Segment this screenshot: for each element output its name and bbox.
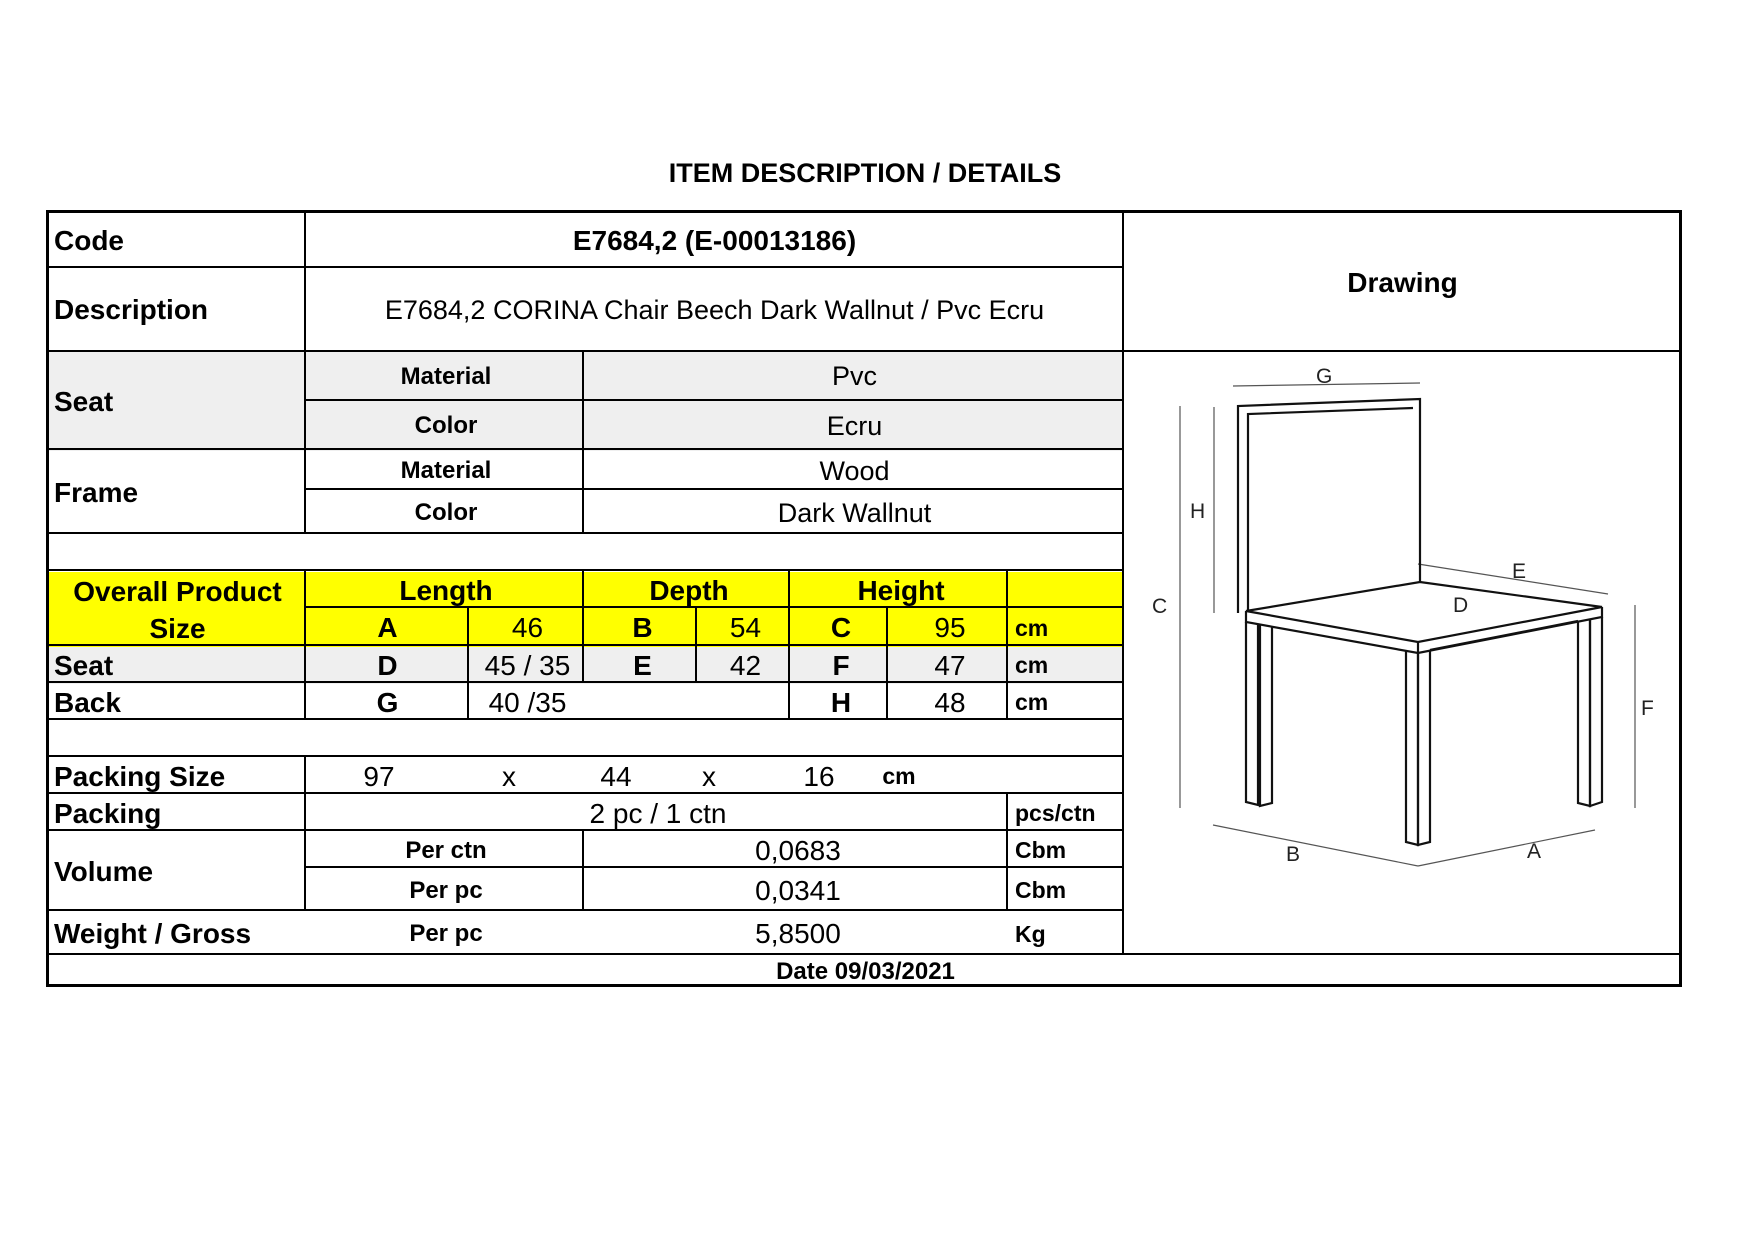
size-a-letter: A xyxy=(306,609,469,647)
frame-label: Frame xyxy=(54,477,139,508)
back-dims-label: Back xyxy=(54,686,121,718)
size-header-blank xyxy=(1010,572,1123,609)
seat-color-value: Ecru xyxy=(586,401,1123,451)
packing-size-x2: x xyxy=(702,760,716,792)
back-h-value: 48 xyxy=(934,686,966,718)
code-value: E7684,2 (E-00013186) xyxy=(572,224,857,256)
description-value: E7684,2 CORINA Chair Beech Dark Wallnut / Pvc Ecru xyxy=(384,294,1045,325)
volume-per-ctn-label: Per ctn xyxy=(405,836,487,864)
packing-size-unit: cm xyxy=(882,763,916,789)
frame-color-label: Color xyxy=(414,499,478,526)
frame-color-value: Dark Wallnut xyxy=(777,497,932,528)
seat-dims-unit: cm xyxy=(1010,647,1123,684)
volume-per-ctn-value: 0,0683 xyxy=(755,834,841,866)
size-c-letter: C xyxy=(792,609,890,647)
seat-d-letter: D xyxy=(306,647,469,684)
size-unit: cm xyxy=(1010,609,1123,647)
letter-g: G xyxy=(1316,365,1333,388)
seat-material-value: Pvc xyxy=(586,352,1123,401)
seat-material-label: Material xyxy=(306,352,586,401)
volume-per-pc-value: 0,0341 xyxy=(755,874,841,906)
seat-color-label: Color xyxy=(306,401,586,451)
overall-size-label xyxy=(49,572,306,647)
packing-size-width: 44 xyxy=(600,760,632,792)
packing-size-length: 97 xyxy=(363,760,395,792)
size-b-letter: B xyxy=(586,609,699,647)
weight-per-pc-label: Per pc xyxy=(409,920,483,947)
drawing-label: Drawing xyxy=(1347,266,1458,298)
packing-size-label: Packing Size xyxy=(54,760,226,792)
back-dims-unit: cm xyxy=(1015,689,1049,715)
document-title: ITEM DESCRIPTION / DETAILS xyxy=(668,158,1062,188)
size-a-value: 46 xyxy=(469,609,586,647)
seat-dims-label: Seat xyxy=(49,647,306,684)
volume-per-pc-label: Per pc xyxy=(409,876,483,904)
packing-label: Packing xyxy=(54,797,162,829)
seat-e-letter: E xyxy=(586,647,699,684)
packing-unit: pcs/ctn xyxy=(1015,800,1096,826)
volume-label: Volume xyxy=(54,856,154,887)
back-h-letter: H xyxy=(830,686,852,718)
size-c-value: 95 xyxy=(890,609,1010,647)
weight-per-pc-value: 5,8500 xyxy=(755,918,841,949)
depth-header: Depth xyxy=(586,572,792,609)
code-label: Code xyxy=(54,224,124,256)
volume-per-pc-unit: Cbm xyxy=(1015,877,1067,903)
packing-size-height: 16 xyxy=(803,760,835,792)
seat-f-value: 47 xyxy=(890,647,1010,684)
letter-a: A xyxy=(1527,840,1542,863)
overall-size-label-line2: Size xyxy=(149,612,206,644)
volume-per-ctn-unit: Cbm xyxy=(1015,837,1067,863)
seat-f-letter: F xyxy=(792,647,890,684)
description-label: Description xyxy=(54,294,209,325)
size-b-value: 54 xyxy=(699,609,792,647)
letter-c: C xyxy=(1152,595,1168,618)
seat-label: Seat xyxy=(49,352,306,451)
seat-d-value: 45 / 35 xyxy=(469,647,586,684)
overall-size-label-line1: Overall Product xyxy=(73,575,282,607)
height-header: Height xyxy=(792,572,1010,609)
back-g-letter: G xyxy=(376,686,399,718)
frame-material-label: Material xyxy=(400,457,492,484)
letter-e: E xyxy=(1512,560,1527,583)
letter-h: H xyxy=(1190,500,1206,523)
weight-unit: Kg xyxy=(1015,920,1046,947)
packing-size-x1: x xyxy=(502,760,516,792)
back-g-value: 40 /35 xyxy=(488,686,567,718)
weight-label: Weight / Gross xyxy=(54,918,252,949)
date-footer: Date 09/03/2021 xyxy=(776,957,955,985)
frame-material-value: Wood xyxy=(819,455,890,486)
length-header: Length xyxy=(306,572,586,609)
letter-b: B xyxy=(1286,843,1301,866)
letter-d: D xyxy=(1453,594,1469,617)
letter-f: F xyxy=(1641,697,1654,720)
seat-e-value: 42 xyxy=(699,647,792,684)
packing-value: 2 pc / 1 ctn xyxy=(589,797,727,829)
details-sheet xyxy=(46,210,1682,987)
